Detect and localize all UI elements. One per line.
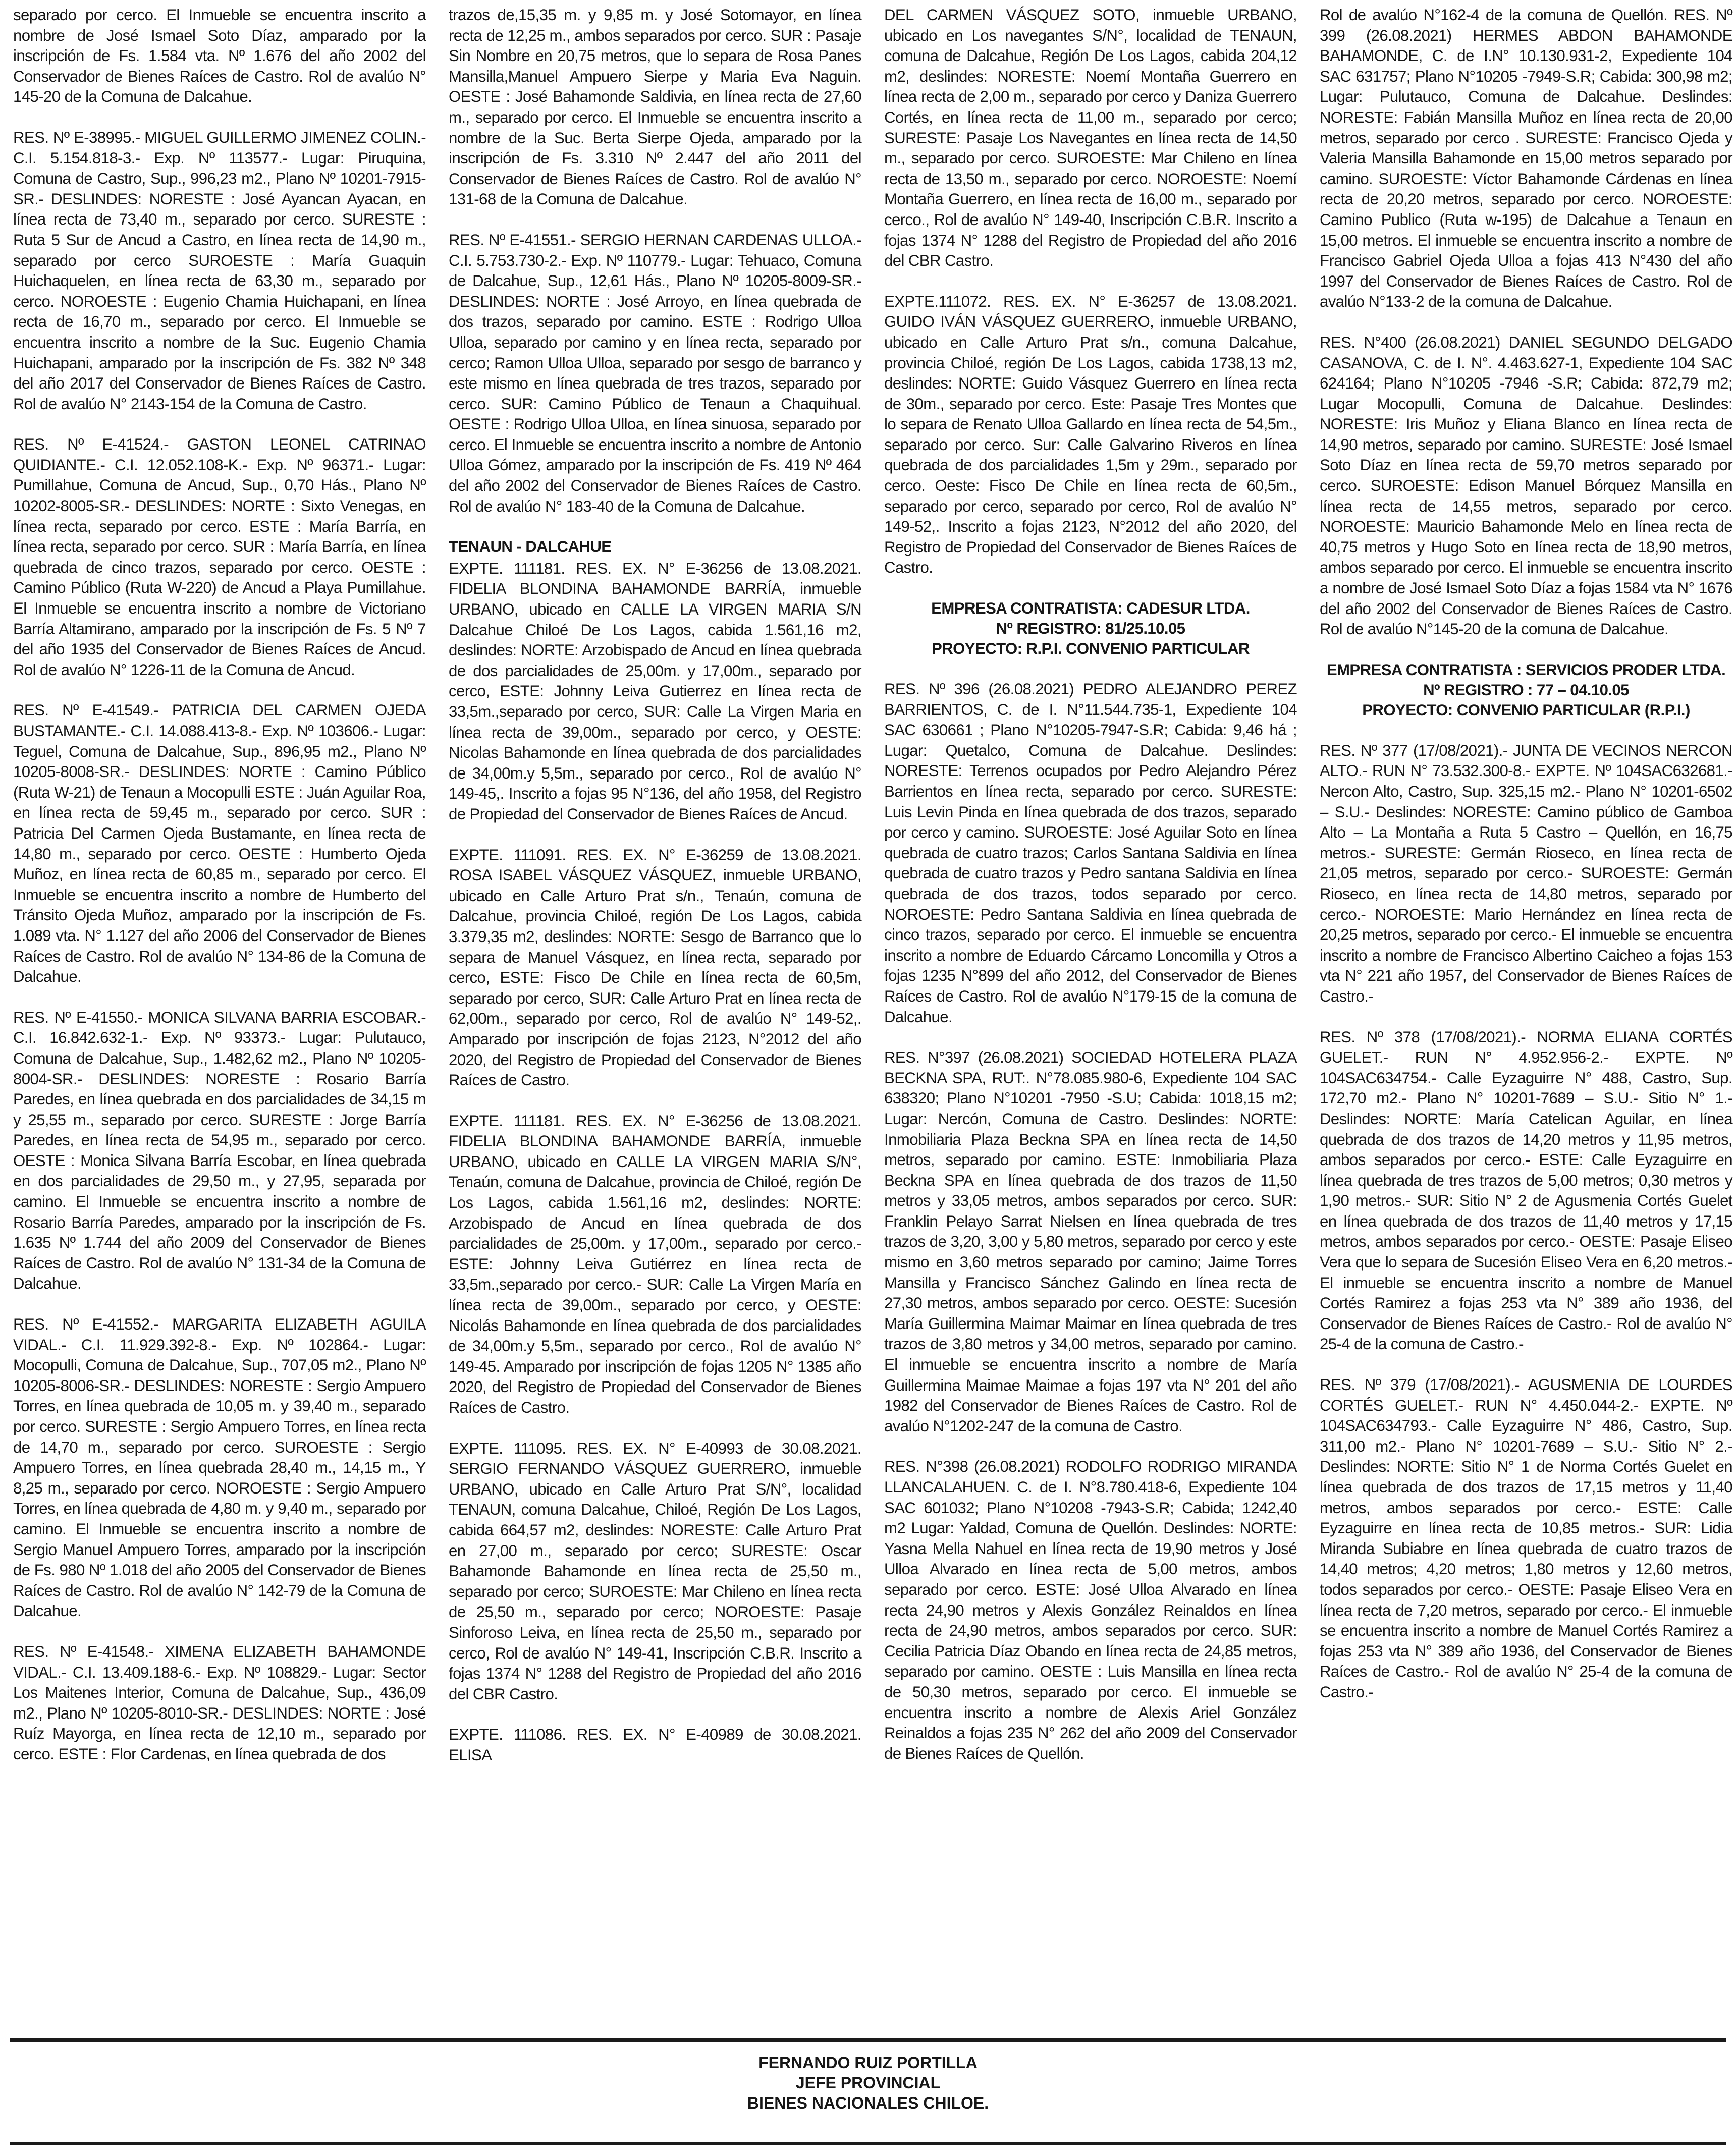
legal-notice-entry: EXPTE. 111091. RES. EX. N° E-36259 de 13.08.2021. ROSA ISABEL VÁSQUEZ VÁSQUEZ, inmueble URBANO, ubicado en Calle Arturo Prat s/n., Tenaún, comuna de Dalcahue, provincia Chiloé, región De Los Lagos, cabida 3.379,35 m2, deslindes: NORTE: Sesgo de Barranco que lo separa de Manuel Vásquez, en línea recta, separado por cerco, ESTE: Fisco De Chile en línea recta de 60,5m, separado por cerco, SUR: Calle Arturo Prat en línea recta de 62,00m., separado por cerco, Rol de avalúo N° 149-52,. Amparado por inscripción de fojas 2123, N°2012 del año 2020, del Registro de Propiedad del Conservador de Bienes Raíces de Castro. (449, 846, 861, 1089)
legal-notice-entry: RES. Nº 377 (17/08/2021).- JUNTA DE VECINOS NERCON ALTO.- RUN N° 73.532.300-8.- EXPTE. Nº 104SAC632681.- Nercon Alto, Castro, Sup. 325,15 m2.- Plano N° 10201-6502 – S.U.- Deslindes: NORESTE: Camino público de Gamboa Alto – La Montaña a Ruta 5 Castro – Quellón, en 16,75 metros.- SURESTE: Germán Rioseco, en línea recta de 21,05 metros, separado por cerco.- SUROESTE: Germán Rioseco, en línea recta de 14,80 metros, separado por cerco.- NOROESTE: Mario Hernández en línea recta de 20,25 metros, separado por cerco.- El inmueble se encuentra inscrito a nombre de Francisco Albertino Caicheo a fojas 153 vta N° 221 año 1957, del Conservador de Bienes Raíces de Castro.- (1320, 741, 1732, 1005)
signature-office: BIENES NACIONALES CHILOE. (747, 2094, 989, 2112)
signature-block (0, 2053, 1736, 2113)
contractor-header-line: EMPRESA CONTRATISTA : SERVICIOS PRODER LTDA. (1326, 660, 1726, 679)
legal-notice-entry: RES. Nº E-41551.- SERGIO HERNAN CARDENAS ULLOA.- C.I. 5.753.730-2.- Exp. Nº 110779.- Lugar: Tehuaco, Comuna de Dalcahue, Sup., 12,61 Hás., Plano Nº 10205-8009-SR.- DESLINDES: NORTE : José Arroyo, en línea quebrada de dos trazos, separado por camino. ESTE : Rodrigo Ulloa Ulloa, separado por camino y en línea recta, separado por cerco; Ramon Ulloa Ulloa, separado por sesgo de barranco y este mismo en línea quebrada de tres trazos, separado por cerco. SUR: Camino Público de Tenaun a Chaquihual. OESTE : Rodrigo Ulloa Ulloa, en línea sinuosa, separado por cerco. El Inmueble se encuentra inscrito a nombre de Antonio Ulloa Gómez, amparado por la inscripción de Fs. 419 Nº 464 del año 2002 del Conservador de Bienes Raíces de Castro. Rol de avalúo N° 183-40 de la Comuna de Dalcahue. (449, 231, 861, 515)
contractor-header-line: EMPRESA CONTRATISTA: CADESUR LTDA. (931, 599, 1250, 618)
legal-notice-entry: RES. N°397 (26.08.2021) SOCIEDAD HOTELERA PLAZA BECKNA SPA, RUT:. N°78.085.980-6, Expediente 104 SAC 638320; Plano N°10201 -7950 -S.U; Cabida: 1018,15 m2; Lugar: Nercón, Comuna de Castro. Deslindes: NORTE: Inmobiliaria Plaza Beckna SPA en línea recta de 14,50 metros, separado por camino. ESTE: Inmobiliaria Plaza Beckna SPA en línea quebrada de dos trazos de 11,50 metros y 33,05 metros, ambos separados por cerco. SUR: Franklin Pelayo Sarrat Nielsen en línea quebrada de tres trazos de 3,20, 3,00 y 5,80 metros, separado por cerco y este mismo en 3,60 metros separado por camino; Jaime Torres Mansilla y Francisco Sánchez Galindo en línea recta de 27,30 metros, ambos separado por cerco. OESTE: Sucesión María Guillermina Maimar Maimar en línea quebrada de tres trazos de 3,80 metros y 34,00 metros, separado por camino. El inmueble se encuentra inscrito a nombre de María Guillermina Maimae Maimae a fojas 197 vta N° 201 del año 1982 del Conservador de Bienes Raíces de Castro. Rol de avalúo N°1202-247 de la comuna de Castro. (884, 1048, 1297, 1435)
column-2 (449, 5, 861, 1786)
legal-notice-entry: RES. Nº E-38995.- MIGUEL GUILLERMO JIMENEZ COLIN.- C.I. 5.154.818-3.- Exp. Nº 113577.- Lugar: Piruquina, Comuna de Castro, Sup., 996,23 m2., Plano Nº 10201-7915-SR.- DESLINDES: NORESTE : José Ayancan Ayacan, en línea recta de 73,40 m., separado por cerco. SURESTE : Ruta 5 Sur de Ancud a Castro, en línea recta de 14,90 m., separado por cerco SUROESTE : María Guaquin Huichaquelen, en línea recta de 63,30 m., separado por cerco. NOROESTE : Eugenio Chamia Huichapani, en línea recta de 16,70 m., separado por cerco. El Inmueble se encuentra inscrito a nombre de la Suc. Eugenio Chamia Huichapani, amparado por la inscripción de Fs. 382 Nº 348 del año 2017 del Conservador de Bienes Raíces de Castro. Rol de avalúo N° 2143-154 de la Comuna de Castro. (13, 128, 426, 413)
column-3 (884, 5, 1297, 1784)
contractor-header-line: Nº REGISTRO: 81/25.10.05 (996, 620, 1185, 638)
contractor-header-line: Nº REGISTRO : 77 – 04.10.05 (1423, 681, 1629, 699)
legal-notice-entry: Rol de avalúo N°162-4 de la comuna de Quellón. RES. Nº 399 (26.08.2021) HERMES ABDON BAHAMONDE BAHAMONDE, C. de I.N° 10.130.931-2, Expediente 104 SAC 631757; Plano N°10205 -7949-S.R; Cabida: 300,98 m2; Lugar: Pulutauco, Comuna de Dalcahue. Deslindes: NORESTE: Fabián Mansilla Muñoz en línea recta de 20,00 metros, separado por cerco . SURESTE: Francisco Ojeda y Valeria Mansilla Bahamonde en 15,00 metros separado por camino. SUROESTE: Víctor Bahamonde Cárdenas en línea recta de 20,20 metros, separado por cerco. NOROESTE: Camino Publico (Ruta w-195) de Dalcahue a Tenaun en 15,00 metros. El inmueble se encuentra inscrito a nombre de Francisco Gabriel Ojeda Ulloa a fojas 413 N°430 del año 1997 del Conservador de Bienes Raíces de Castro. Rol de avalúo N°133-2 de la comuna de Dalcahue. (1320, 6, 1732, 311)
legal-notice-entry: EXPTE.111072. RES. EX. N° E-36257 de 13.08.2021. GUIDO IVÁN VÁSQUEZ GUERRERO, inmueble URBANO, ubicado en Calle Arturo Prat s/n., comuna Dalcahue, provincia Chiloé, región De Los Lagos, cabida 1738,13 m2, deslindes: NORTE: Guido Vásquez Guerrero en línea recta de 30m., separado por cerco. Este: Pasaje Tres Montes que lo separa de Renato Ulloa Gallardo en línea recta de 54,5m., separado por cerco. Sur: Calle Galvarino Riveros en línea quebrada de dos parcialidades 1,5m y 29m., separado por cerco. Oeste: Fisco De Chile en línea recta de 60,5m., separado por cerco, separado por cerco, Rol de avalúo N° 149-52,. Inscrito a fojas 2123, N°2012 del año 2020, del Registro de Propiedad del Conservador de Bienes Raíces de Castro. (884, 292, 1297, 577)
column-4 (1320, 5, 1732, 1723)
legal-notice-entry: RES. Nº 378 (17/08/2021).- NORMA ELIANA CORTÉS GUELET.- RUN N° 4.952.956-2.- EXPTE. Nº 104SAC634754.- Calle Eyzaguirre N° 488, Castro, Sup. 172,70 m2.- Plano N° 10201-7689 – S.U.- Sitio N° 1.- Deslindes: NORTE: María Catelican Aguilar, en línea quebrada de dos trazos de 14,20 metros y 11,95 metros, ambos separados por cerco.- ESTE: Calle Eyzaguirre en línea quebrada de tres trazos de 5,00 metros; 0,30 metros y 1,90 metros.- SUR: Sitio N° 2 de Agusmenia Cortés Guelet en línea quebrada de dos trazos de 11,40 metros y 17,15 metros, ambos separados por cerco.- OESTE: Pasaje Eliseo Vera que lo separa de Sucesión Eliseo Vera en 6,20 metros.- El inmueble se encuentra inscrito a nombre de Manuel Cortés Ramirez a fojas 253 vta N° 389 año 1936, del Conservador de Bienes Raíces de Castro.- Rol de avalúo N° 25-4 de la comuna de Castro.- (1320, 1028, 1732, 1353)
footer-rule-top (10, 2038, 1726, 2042)
contractor-header-line: PROYECTO: CONVENIO PARTICULAR (R.P.I.) (1362, 701, 1690, 719)
footer-rule-bottom (10, 2142, 1726, 2145)
legal-notice-entry: RES. Nº E-41549.- PATRICIA DEL CARMEN OJEDA BUSTAMANTE.- C.I. 14.088.413-8.- Exp. Nº 103606.- Lugar: Teguel, Comuna de Dalcahue, Sup., 896,95 m2., Plano Nº 10205-8008-SR.- DESLINDES: NORTE : Camino Público (Ruta W-21) de Tenaun a Mocopulli ESTE : Juán Aguilar Roa, en línea recta de 59,45 m., separado por cerco. SUR : Patricia Del Carmen Ojeda Bustamante, en línea recta de 14,80 m., separado por cerco. OESTE : Humberto Ojeda Muñoz, en línea recta de 60,85 m., separado por cerco. El Inmueble se encuentra inscrito a nombre de Humberto del Tránsito Ojeda Muñoz, amparado por la inscripción de Fs. 1.089 vta. N° 1.127 del año 2006 del Conservador de Bienes Raíces de Castro. Rol de avalúo N° 134-86 de la Comuna de Dalcahue. (13, 701, 426, 986)
legal-notice-entry: RES. Nº E-41548.- XIMENA ELIZABETH BAHAMONDE VIDAL.- C.I. 13.409.188-6.- Exp. Nº 108829.- Lugar: Sector Los Maitenes Interior, Comuna de Dalcahue, Sup., 436,09 m2., Plano Nº 10205-8010-SR.- DESLINDES: NORTE : José Ruíz Mayorga, en línea recta de 12,10 m., separado por cerco. ESTE : Flor Cardenas, en línea quebrada de dos (13, 1642, 426, 1763)
legal-notice-entry: EXPTE. 111181. RES. EX. N° E-36256 de 13.08.2021. FIDELIA BLONDINA BAHAMONDE BARRÍA, inmueble URBANO, ubicado en CALLE LA VIRGEN MARIA S/N°, Tenaún, comuna de Dalcahue, provincia de Chiloé, región De Los Lagos, cabida 1.561,16 m2, deslindes: NORTE: Arzobispado de Ancud en línea quebrada de dos parcialidades de 25,00m. y 17,00m., separado por cerco.- ESTE: Johnny Leiva Gutiérrez en línea recta de 33,5m.,separado por cerco.- SUR: Calle La Virgen María en línea recta de 39,00m., separado por cerco, y OESTE: Nicolás Bahamonde en línea quebrada de dos parcialidades de 34,00m.y 5,5m., separado por cerco., Rol de avalúo N° 149-45. Amparado por inscripción de fojas 1205 N° 1385 año 2020, del Registro de Propiedad del Conservador de Bienes Raíces de Castro. (449, 1112, 861, 1416)
legal-notice-entry: EXPTE. 111181. RES. EX. N° E-36256 de 13.08.2021. FIDELIA BLONDINA BAHAMONDE BARRÍA, inmueble URBANO, ubicado en CALLE LA VIRGEN MARIA S/N Dalcahue Chiloé De Los Lagos, cabida 1.561,16 m2, deslindes: NORTE: Arzobispado de Ancud en línea quebrada de dos parcialidades de 25,00m. y 17,00m., separado por cerco, ESTE: Johnny Leiva Gutierrez en línea recta de 33,5m.,separado por cerco, SUR: Calle La Virgen Maria en línea recta de 39,00m., separado por cerco, y OESTE: Nicolas Bahamonde en línea quebrada de dos parcialidades de 34,00m.y 5,5m., separado por cerco., Rol de avalúo N° 149-45,. Inscrito a fojas 95 N°136, del año 1958, del Registro de Propiedad del Conservador de Bienes Raíces de Ancud. (449, 559, 861, 823)
legal-notice-entry: trazos de,15,35 m. y 9,85 m. y José Sotomayor, en línea recta de 12,25 m., ambos separados por cerco. SUR : Pasaje Sin Nombre en 20,75 metros, que lo separa de Rosa Panes Mansilla,Manuel Ampuero Sierpe y Maria Eva Naguin. OESTE : José Bahamonde Saldivia, en línea recta de 27,60 m., separado por cerco. El Inmueble se encuentra inscrito a nombre de la Suc. Berta Sierpe Ojeda, amparado por la inscripción de Fs. 3.310 Nº 2.447 del año 2011 del Conservador de Bienes Raíces de Castro. Rol de avalúo N° 131-68 de la Comuna de Dalcahue. (449, 6, 861, 208)
contractor-header (1320, 660, 1732, 721)
legal-notice-entry: RES. Nº E-41524.- GASTON LEONEL CATRINAO QUIDIANTE.- C.I. 12.052.108-K.- Exp. Nº 96371.- Lugar: Pumillahue, Comuna de Ancud, Sup., 0,70 Hás., Plano Nº 10202-8005-SR.- DESLINDES: NORTE : Sixto Venegas, en línea recta, separado por cerco. ESTE : María Barría, en línea recta, separado por cerco. SUR : María Barría, en línea quebrada de cinco trazos, separado por cerco. OESTE : Camino Público (Ruta W-220) de Ancud a Playa Pumillahue. El Inmueble se encuentra inscrito a nombre de Victoriano Barría Altamirano, amparado por la inscripción de Fs. 5 Nº 7 del año 1935 del Conservador de Bienes Raíces de Ancud. Rol de avalúo N° 1226-11 de la Comuna de Ancud. (13, 435, 426, 679)
legal-notice-entry: RES. Nº E-41550.- MONICA SILVANA BARRIA ESCOBAR.- C.I. 16.842.632-1.- Exp. Nº 93373.- Lugar: Pulutauco, Comuna de Dalcahue, Sup., 1.482,62 m2., Plano Nº 10205-8004-SR.- DESLINDES: NORESTE : Rosario Barría Paredes, en línea quebrada en dos parcialidades de 34,15 m y 25,55 m., separado por cerco. SURESTE : Jorge Barría Paredes, en línea recta de 54,95 m., separado por cerco. OESTE : Monica Silvana Barría Escobar, en línea quebrada en dos parcialidades de 29,50 m., y 27,95, separada por camino. El Inmueble se encuentra inscrito a nombre de Rosario Barría Paredes, amparado por la inscripción de Fs. 1.635 Nº 1.744 del año 2009 del Conservador de Bienes Raíces de Castro. Rol de avalúo N° 131-34 de la Comuna de Dalcahue. (13, 1008, 426, 1293)
signature-title: JEFE PROVINCIAL (795, 2074, 941, 2092)
legal-notice-entry: EXPTE. 111095. RES. EX. N° E-40993 de 30.08.2021. SERGIO FERNANDO VÁSQUEZ GUERRERO, inmueble URBANO, ubicado en Calle Arturo Prat S/N°, localidad TENAUN, comuna Dalcahue, Chiloé, Región De Los Lagos, cabida 664,57 m2, deslindes: NORESTE: Calle Arturo Prat en 27,00 m., separado por cerco; SURESTE: Oscar Bahamonde Bahamonde en línea recta de 25,50 m., separado por cerco; SUROESTE: Mar Chileno en línea recta de 25,50 m., separado por cerco; NOROESTE: Pasaje Sinforoso Leiva, en línea recta de 25,50 m., separado por cerco, Rol de avalúo N° 149-41, Inscripción C.B.R. Inscrito a fojas 1374 N° 1288 del Registro de Propiedad del año 2016 del CBR Castro. (449, 1439, 861, 1703)
legal-notice-entry: RES. N°398 (26.08.2021) RODOLFO RODRIGO MIRANDA LLANCALAHUEN. C. de I. N°8.780.418-6, Expediente 104 SAC 601032; Plano N°10208 -7943-S.R; Cabida; 1242,40 m2 Lugar: Yaldad, Comuna de Quellón. Deslindes: NORTE: Yasna Mella Nahuel en línea recta de 19,90 metros y José Ulloa Alvarado en línea recta de 5,00 metros, ambos separado por cerco. ESTE: José Ulloa Alvarado en línea recta 24,90 metros y Alexis González Reinaldos en línea recta de 24,90 metros, ambos separados por cerco. SUR: Cecilia Patricia Díaz Obando en línea recta de 24,85 metros, separado por camino. OESTE : Luis Mansilla en línea recta de 50,30 metros, separado por cerco. El inmueble se encuentra inscrito a nombre de Alexis Ariel González Reinaldos a fojas 235 N° 262 del año 2009 del Conservador de Bienes Raíces de Quellón. (884, 1458, 1297, 1762)
section-heading: TENAUN - DALCAHUE (449, 538, 612, 556)
legal-notice-entry: EXPTE. 111086. RES. EX. N° E-40989 de 30.08.2021. ELISA (449, 1726, 861, 1764)
legal-notice-entry: RES. Nº E-41552.- MARGARITA ELIZABETH AGUILA VIDAL.- C.I. 11.929.392-8.- Exp. Nº 102864.- Lugar: Mocopulli, Comuna de Dalcahue, Sup., 707,05 m2., Plano Nº 10205-8006-SR.- DESLINDES: NORESTE : Sergio Ampuero Torres, en línea quebrada de 10,05 m. y 39,40 m., separado por cerco. SURESTE : Sergio Ampuero Torres, en línea recta de 14,70 m., separado por cerco. SUROESTE : Sergio Ampuero Torres, en línea quebrada 28,40 m., 14,15 m., Y 8,25 m., separado por cerco. NOROESTE : Sergio Ampuero Torres, en línea quebrada de 4,80 m. y 9,40 m., separado por camino. El Inmueble se encuentra inscrito a nombre de Sergio Manuel Ampuero Torres, amparado por la inscripción de Fs. 980 Nº 1.018 del año 2005 del Conservador de Bienes Raíces de Castro. Rol de avalúo N° 142-79 de la Comuna de Dalcahue. (13, 1315, 426, 1620)
contractor-header (884, 598, 1297, 659)
legal-notice-entry: separado por cerco. El Inmueble se encuentra inscrito a nombre de José Ismael Soto Díaz, amparado por la inscripción de Fs. 1.584 vta. Nº 1.676 del año 2002 del Conservador de Bienes Raíces de Castro. Rol de avalúo N° 145-20 de la Comuna de Dalcahue. (13, 6, 426, 106)
legal-notice-entry: RES. Nº 396 (26.08.2021) PEDRO ALEJANDRO PEREZ BARRIENTOS, C. de I. N°11.544.735-1, Expediente 104 SAC 630661 ; Plano N°10205-7947-S.R; Cabida: 9,46 há ; Lugar: Quetalco, Comuna de Dalcahue. Deslindes: NORESTE: Terrenos ocupados por Pedro Alejandro Pérez Barrientos en línea recta, separado por cerco. SURESTE: Luis Levin Pinda en línea quebrada de dos trazos, separado por cerco y camino. SUROESTE: José Aguilar Soto en línea quebrada de cuatro trazos; Carlos Santana Saldivia en línea quebrada de cuatro trazos y Pedro santana Saldivia en línea quebrada de dos trazos, todos separado por cerco. NOROESTE: Pedro Santana Saldivia en línea quebrada de cinco trazos, separado por cerco. El inmueble se encuentra inscrito a nombre de Eduardo Cárcamo Loncomilla y Otros a fojas 1235 N°899 del año 2012, del Conservador de Bienes Raíces de Castro. Rol de avalúo N°179-15 de la comuna de Dalcahue. (884, 680, 1297, 1026)
legal-notice-entry: DEL CARMEN VÁSQUEZ SOTO, inmueble URBANO, ubicado en Los navegantes S/N°, localidad de TENAUN, comuna de Dalcahue, Región De Los Lagos, cabida 204,12 m2, deslindes: NORESTE: Noemí Montaña Guerrero en línea recta de 2,00 m., separado por cerco y Daniza Guerrero Cortés, en línea recta de 11,00 m., separado por cerco; SURESTE: Pasaje Los Navegantes en línea recta de 14,50 m., separado por cerco. SUROESTE: Mar Chileno en línea recta de 13,50 m., separado por cerco. NOROESTE: Noemí Montaña Guerrero, en línea recta de 16,00 m., separado por cerco., Rol de avalúo N° 149-40, Inscripción C.B.R. Inscrito a fojas 1374 N° 1288 del Registro de Propiedad del año 2016 del CBR Castro. (884, 6, 1297, 270)
column-1 (13, 5, 426, 1785)
legal-notice-entry: RES. N°400 (26.08.2021) DANIEL SEGUNDO DELGADO CASANOVA, C. de I. N°. 4.463.627-1, Expediente 104 SAC 624164; Plano N°10205 -7946 -S.R; Cabida: 872,79 m2; Lugar Mocopulli, Comuna de Dalcahue. Deslindes: NORESTE: Iris Muñoz y Eliana Blanco en línea recta de 14,90 metros, separado por camino. SURESTE: José Ismael Soto Díaz en línea recta de 59,70 metros separado por cerco. SUROESTE: Edison Manuel Bórquez Mansilla en línea recta de 14,55 metros, separado por cerco. NOROESTE: Mauricio Bahamonde Melo en línea recta de 40,75 metros y Hugo Soto en línea recta de 18,90 metros, ambos separado por cerco. El inmueble se encuentra inscrito a nombre de José Ismael Soto Díaz a fojas 1584 vta N° 1676 del año 2002 del Conservador de Bienes Raíces de Castro. Rol de avalúo N°145-20 de la comuna de Dalcahue. (1320, 333, 1732, 638)
contractor-header-line: PROYECTO: R.P.I. CONVENIO PARTICULAR (932, 640, 1250, 658)
signature-name: FERNANDO RUIZ PORTILLA (758, 2054, 978, 2072)
legal-notice-entry: RES. Nº 379 (17/08/2021).- AGUSMENIA DE LOURDES CORTÉS GUELET.- RUN N° 4.450.044-2.- EXPTE. Nº 104SAC634793.- Calle Eyzaguirre N° 486, Castro, Sup. 311,00 m2.- Plano N° 10201-7689 – S.U.- Sitio N° 2.- Deslindes: NORTE: Sitio N° 1 de Norma Cortés Guelet en línea quebrada de dos trazos de 17,15 metros y 11,40 metros, ambos separados por cerco.- ESTE: Calle Eyzaguirre en línea recta de 10,85 metros.- SUR: Lidia Miranda Subiabre en línea quebrada de cuatro trazos de 14,40 metros; 4,20 metros; 1,80 metros y 12,60 metros, todos separados por cerco.- OESTE: Pasaje Eliseo Vera en línea recta de 7,20 metros, separado por cerco.- El inmueble se encuentra inscrito a nombre de Manuel Cortés Ramirez a fojas 253 vta N° 389 año 1936, del Conservador de Bienes Raíces de Castro.- Rol de avalúo N° 25-4 de la comuna de Castro.- (1320, 1376, 1732, 1701)
